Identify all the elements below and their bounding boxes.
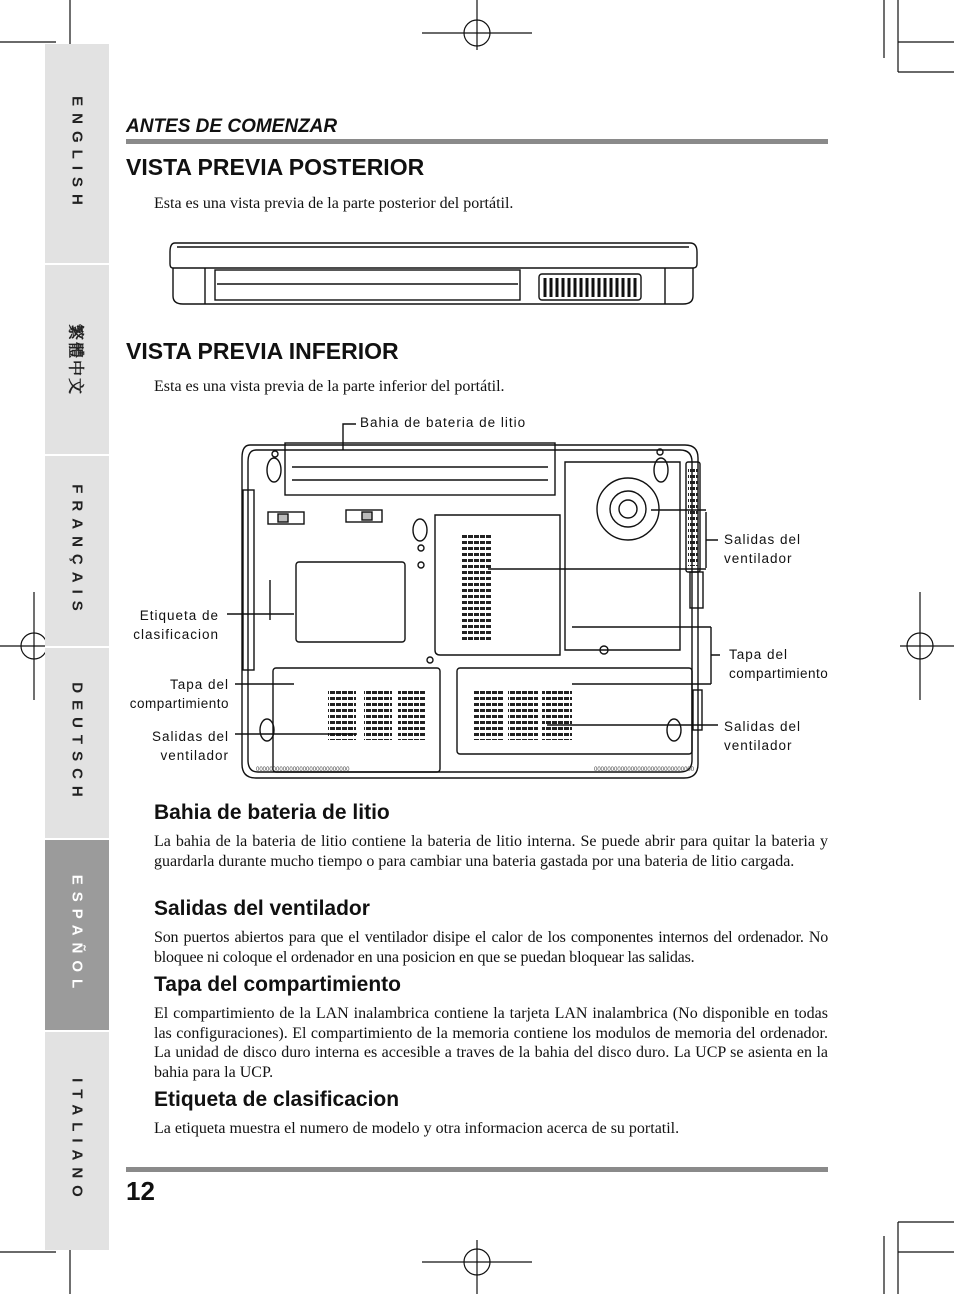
- callout-label-2: clasificacion: [133, 627, 219, 642]
- callout-label-1: Etiqueta de: [139, 608, 219, 623]
- tab-italiano-label: ITALIANO: [68, 1078, 86, 1204]
- callout-vents-left-1: Salidas del: [151, 729, 229, 744]
- section-header: ANTES DE COMENZAR: [126, 116, 338, 137]
- callout-vents-right-bottom-2: ventilador: [724, 738, 793, 753]
- rear-view-title: VISTA PREVIA POSTERIOR: [126, 154, 425, 180]
- tab-english-label: ENGLISH: [68, 95, 86, 212]
- callout-cover-right-2: compartimiento: [729, 666, 829, 681]
- section-heading-cover: Tapa del compartimiento: [154, 973, 401, 996]
- section-heading-label: Etiqueta de clasificacion: [154, 1088, 400, 1111]
- callout-vents-right-top-1: Salidas del: [724, 532, 802, 547]
- rear-view-intro: Esta es una vista previa de la parte posterior del portátil.: [154, 195, 514, 212]
- callout-vents-left-2: ventilador: [160, 748, 229, 763]
- regulatory-print-right: 000000000000000000000000000000: [594, 767, 695, 773]
- section-heading-battery: Bahia de bateria de litio: [154, 801, 390, 824]
- tab-espanol-label: ESPAÑOL: [68, 874, 86, 996]
- section-heading-vents: Salidas del ventilador: [154, 897, 370, 920]
- callout-battery-bay: Bahia de bateria de litio: [360, 415, 527, 430]
- callout-cover-left-1: Tapa del: [169, 677, 229, 692]
- regulatory-print-left: 0000000000000000000000000000: [256, 767, 350, 773]
- section-body-battery: La bahia de la bateria de litio contiene la bateria de litio interna. Se puede abrir para quitar la bateria y guardarla durante mucho tiempo o para cambiar una bateria gastada por una bateria de litio cargada.: [154, 833, 828, 870]
- tab-deutsch-label: DEUTSCH: [68, 682, 86, 804]
- footer-rule: [126, 1167, 828, 1172]
- bottom-view-intro: Esta es una vista previa de la parte inferior del portátil.: [154, 378, 505, 395]
- callout-cover-left-2: compartimiento: [129, 696, 229, 711]
- page-number: 12: [126, 1176, 155, 1206]
- tab-chinese-label: 繁體中文: [66, 323, 84, 396]
- callout-cover-right-1: Tapa del: [729, 647, 789, 662]
- section-body-vents: Son puertos abiertos para que el ventilador disipe el calor de los componentes internos del ordenador. No bloquee ni coloque el ordenador en una posicion en que se puedan bloquear las salidas.: [154, 929, 828, 966]
- callout-vents-right-top-2: ventilador: [724, 551, 793, 566]
- bottom-view-title: VISTA PREVIA INFERIOR: [126, 338, 399, 364]
- section-body-label: La etiqueta muestra el numero de modelo y otra informacion acerca de su portatil.: [154, 1120, 680, 1137]
- callout-vents-right-bottom-1: Salidas del: [724, 719, 802, 734]
- tab-francais-label: FRANÇAIS: [68, 484, 86, 618]
- section-body-cover: El compartimiento de la LAN inalambrica contiene la tarjeta LAN inalambrica (No disponible en todas las configuraciones). El compartimiento de la memoria contiene los modulos de memoria del ordenador. La unidad de disco duro interna es accesible a traves de la bahia del disco duro. La UCP se asienta en la bahia para la UCP.: [154, 1005, 828, 1081]
